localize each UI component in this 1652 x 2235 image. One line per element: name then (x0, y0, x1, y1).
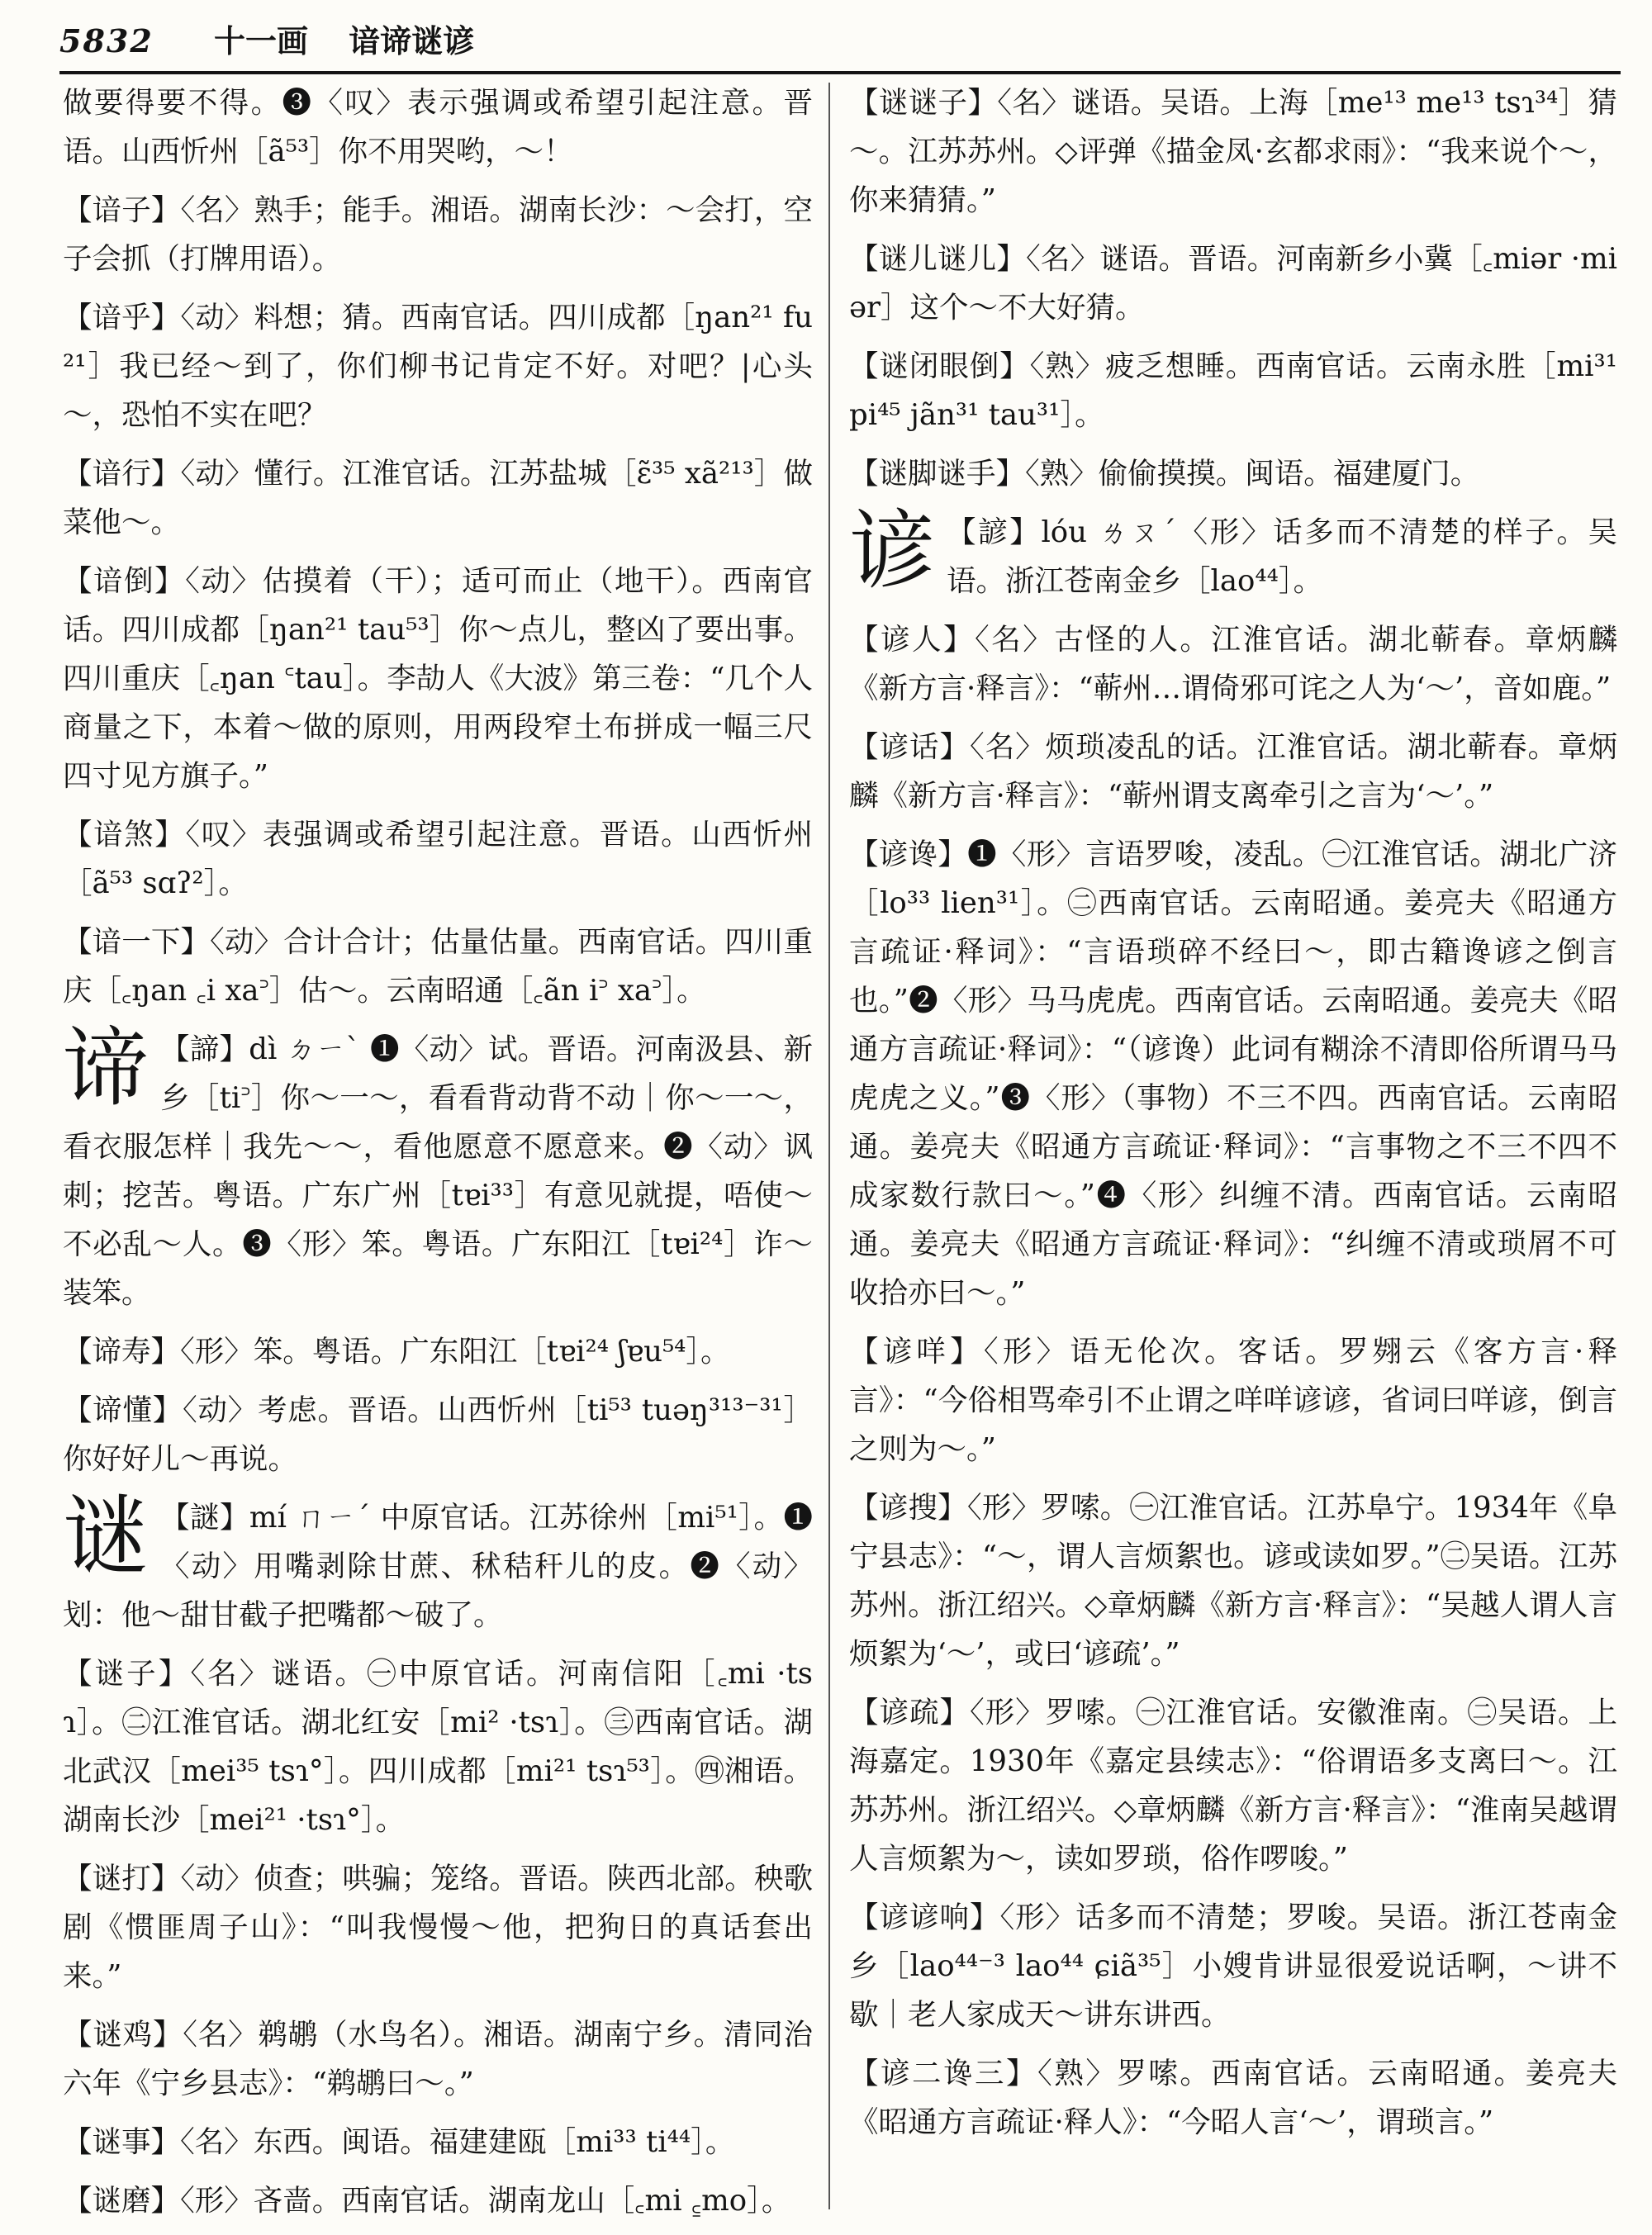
dictionary-entry: 【谜谜子】〈名〉谜语。吴语。上海［me¹³ me¹³ tsɿ³⁴］猜～。江苏苏州。◇评弹《描金凤·玄都求雨》：“我来说个～，你来猜猜。” (849, 86, 1617, 217)
page-header (59, 15, 1621, 68)
header-rule (59, 71, 1621, 74)
dictionary-entry: 【谜闭眼倒】〈熟〉疲乏想睡。西南官话。云南永胜［mi³¹ pi⁴⁵ jãn³¹ tau³¹］。 (849, 349, 1617, 432)
dictionary-entry: 【谚人】〈名〉古怪的人。江淮官话。湖北蕲春。章炳麟《新方言·释言》：“蕲州…谓倚邪可诧之人为‘～’，音如鹿。” (849, 623, 1617, 705)
left-column (63, 78, 813, 2235)
dictionary-entry: 【谚咩】〈形〉语无伦次。客话。罗翙云《客方言·释言》：“今俗相骂牵引不止谓之咩咩谚谚，省词曰咩谚，倒言之则为～。” (849, 1335, 1617, 1466)
header-characters: 谙谛谜谚 (349, 22, 475, 59)
headword-definition: 【謎】mí ㄇㄧˊ 中原官话。江苏徐州［mi⁵¹］。❶〈动〉用嘴剥除甘蔗、秫秸秆儿的皮。❷〈动〉划：他～甜甘截子把嘴都～破了。 (63, 1501, 813, 1632)
column-divider (828, 83, 830, 2209)
headword-definition: 【諦】dì ㄉㄧˋ ❶〈动〉试。晋语。河南汲县、新乡［ti꜄］你～一～，看看背动背不动｜你～一～，看衣服怎样｜我先～～，看他愿意不愿意来。❷〈动〉讽刺；挖苦。粤语。广东广州［tɐi³³］有意见就提，唔使～不必乱～人。❸〈形〉笨。粤语。广东阳江［tɐi²⁴］诈～装笨。 (63, 1032, 813, 1310)
dictionary-entry: 做要得要不得。❸〈叹〉表示强调或希望引起注意。晋语。山西忻州［ã⁵³］你不用哭哟，～！ (63, 86, 813, 168)
headword-character: 谜 (63, 1486, 150, 1587)
page-number: 5832 (59, 22, 154, 59)
dictionary-entry: 【谙子】〈名〉熟手；能手。湘语。湖南长沙：～会打，空子会抓（打牌用语）。 (63, 193, 813, 276)
headword-character: 谚 (849, 501, 936, 601)
dictionary-entry: 【谙一下】〈动〉合计合计；估量估量。西南官话。四川重庆［꜀ŋan ꜀i xa꜄］估～。云南昭通［꜀ãn i꜄ xa꜄］。 (63, 925, 813, 1008)
dictionary-entry: 【谛懂】〈动〉考虑。晋语。山西忻州［ti⁵³ tuəŋ³¹³⁻³¹］你好好儿～再说。 (63, 1393, 813, 1476)
dictionary-entry: 【谜儿谜儿】〈名〉谜语。晋语。河南新乡小冀［꜀miər ·miər］这个～不大好猜。 (849, 242, 1617, 325)
dictionary-entry: 【谙乎】〈动〉料想；猜。西南官话。四川成都［ŋan²¹ fu²¹］我已经～到了，你们柳书记肯定不好。对吧？|心头～，恐怕不实在吧？ (63, 301, 813, 432)
stroke-section: 十一画 (214, 22, 309, 59)
headword-definition: 【諺】lóu ㄌㄡˊ〈形〉话多而不清楚的样子。吴语。浙江苍南金乡［lao⁴⁴］。 (947, 515, 1617, 598)
headword-entry (63, 1018, 813, 1317)
dictionary-entry: 【谜脚谜手】〈熟〉偷偷摸摸。闽语。福建厦门。 (849, 457, 1480, 491)
dictionary-entry: 【谜鸡】〈名〉鹈鹕（水鸟名）。湘语。湖南宁乡。清同治六年《宁乡县志》：“鹈鹕曰～。” (63, 2018, 813, 2100)
dictionary-entry: 【谙煞】〈叹〉表强调或希望引起注意。晋语。山西忻州［ã⁵³ sɑʔ²］。 (63, 818, 813, 900)
dictionary-entry: 【谜子】〈名〉谜语。㊀中原官话。河南信阳［꜀mi ·tsɿ］。㊁江淮官话。湖北红安［mi² ·tsɿ］。㊂西南官话。湖北武汉［mei³⁵ tsɿ°］。四川成都［mi²¹ tsɿ⁵³］。㊃湘语。湖南长沙［mei²¹ ·tsɿ°］。 (63, 1657, 813, 1837)
right-column (849, 78, 1617, 2157)
dictionary-entry: 【谙倒】〈动〉估摸着（干）；适可而止（地干）。西南官话。四川成都［ŋan²¹ tau⁵³］你～点儿，整凶了要出事。四川重庆［꜀ŋan ꜂tau］。李劼人《大波》第三卷：“几个人商量之下，本着～做的原则，用两段窄土布拼成一幅三尺四寸见方旗子。” (63, 564, 813, 793)
dictionary-entry: 【谜磨】〈形〉吝啬。西南官话。湖南龙山［꜀mi ꜁mo］。 (63, 2184, 791, 2218)
dictionary-entry: 【谚谗】❶〈形〉言语罗唆，凌乱。㊀江淮官话。湖北广济［lo³³ lien³¹］。㊁西南官话。云南昭通。姜亮夫《昭通方言疏证·释词》：“言语琐碎不经曰～，即古籍谗谚之倒言也。”❷〈形〉马马虎虎。西南官话。云南昭通。姜亮夫《昭通方言疏证·释词》：“（谚谗）此词有糊涂不清即俗所谓马马虎虎之义。”❸〈形〉（事物）不三不四。西南官话。云南昭通。姜亮夫《昭通方言疏证·释词》：“言事物之不三不四不成家数行款曰～。”❹〈形〉纠缠不清。西南官话。云南昭通。姜亮夫《昭通方言疏证·释词》：“纠缠不清或琐屑不可收拾亦曰～。” (849, 838, 1617, 1310)
headword-entry (63, 1486, 813, 1639)
dictionary-entry: 【谜打】〈动〉侦查；哄骗；笼络。晋语。陕西北部。秧歌剧《惯匪周子山》：“叫我慢慢～他，把狗日的真话套出来。” (63, 1862, 813, 1993)
dictionary-entry: 【谚疏】〈形〉罗嗦。㊀江淮官话。安徽淮南。㊁吴语。上海嘉定。1930年《嘉定县续志》：“俗谓语多支离曰～。江苏苏州。浙江绍兴。◇章炳麟《新方言·释言》：“淮南吴越谓人言烦絮为～，读如罗琐，俗作啰唆。” (849, 1696, 1617, 1876)
dictionary-entry: 【谚谚响】〈形〉话多而不清楚；罗唆。吴语。浙江苍南金乡［lao⁴⁴⁻³ lao⁴⁴ ɕiã³⁵］小嫂肯讲显很爱说话啊，～讲不歇｜老人家成天～讲东讲西。 (849, 1900, 1617, 2032)
headword-character: 谛 (63, 1018, 150, 1118)
dictionary-entry: 【谚二谗三】〈熟〉罗嗦。西南官话。云南昭通。姜亮夫《昭通方言疏证·释人》：“今昭人言‘～’，谓琐言。” (849, 2057, 1617, 2139)
dictionary-entry: 【谜事】〈名〉东西。闽语。福建建瓯［mi³³ ti⁴⁴］。 (63, 2125, 735, 2159)
dictionary-entry: 【谚话】〈名〉烦琐凌乱的话。江淮官话。湖北蕲春。章炳麟《新方言·释言》：“蕲州谓支离牵引之言为‘～’。” (849, 730, 1617, 813)
dictionary-entry: 【谛寿】〈形〉笨。粤语。广东阳江［tɐi²⁴ ʃɐu⁵⁴］。 (63, 1335, 730, 1369)
dictionary-entry: 【谚搜】〈形〉罗嗦。㊀江淮官话。江苏阜宁。1934年《阜宁县志》：“～，谓人言烦絮也。谚或读如罗。”㊁吴语。江苏苏州。浙江绍兴。◇章炳麟《新方言·释言》：“吴越人谓人言烦絮为‘～’，或曰‘谚疏’。” (849, 1491, 1617, 1671)
dictionary-entry: 【谙行】〈动〉懂行。江淮官话。江苏盐城［ɛ̃³⁵ xã²¹³］做菜他～。 (63, 457, 813, 539)
headword-entry (849, 501, 1617, 605)
